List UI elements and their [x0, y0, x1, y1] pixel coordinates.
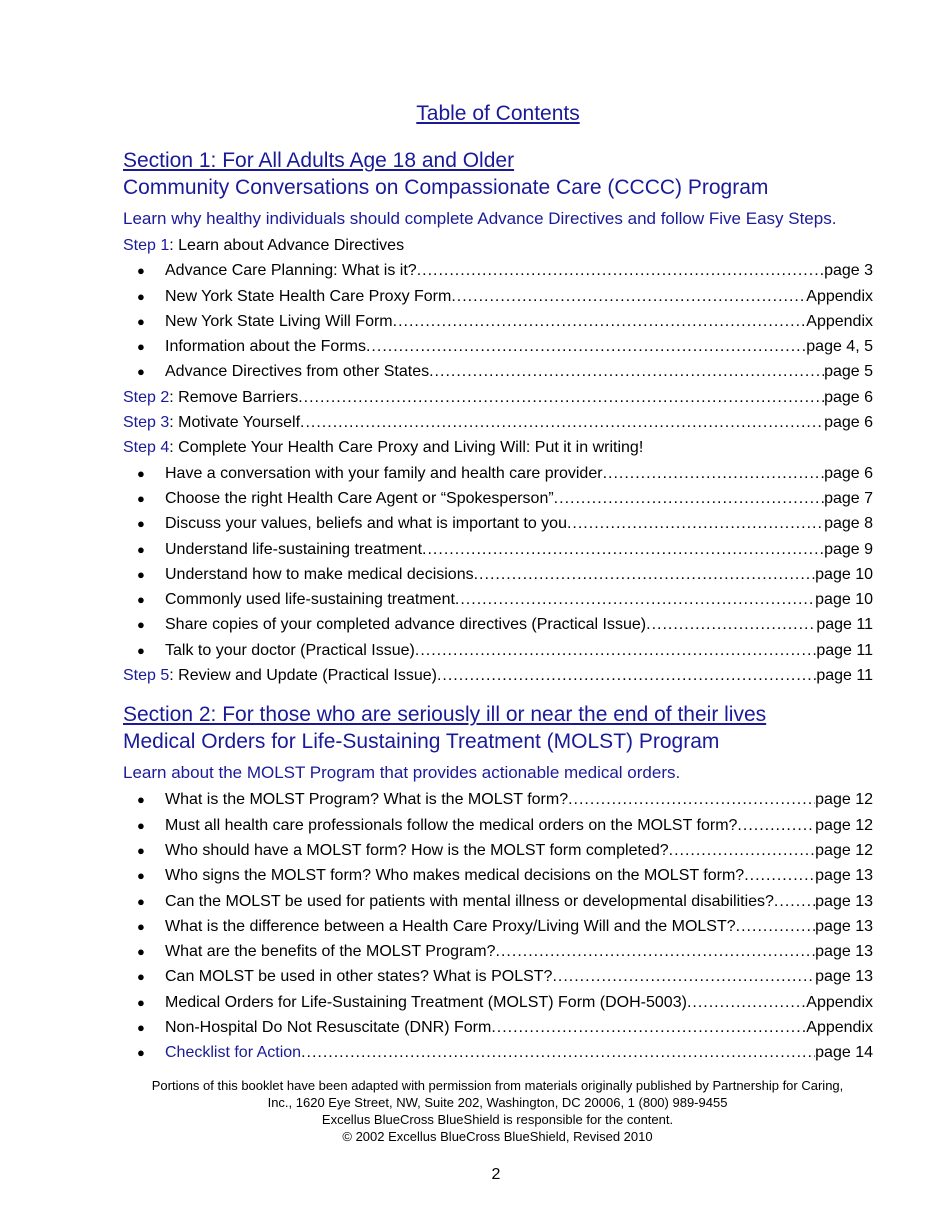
- bullet-icon: ●: [137, 944, 145, 960]
- toc-item-page: page 8: [824, 515, 873, 533]
- dot-leader: [744, 863, 815, 888]
- dot-leader: [301, 1040, 815, 1065]
- toc-item-label: Advance Care Planning: What is it?: [165, 262, 417, 280]
- bullet-icon: ●: [137, 918, 145, 934]
- step5-text: : Review and Update (Practical Issue): [169, 667, 437, 685]
- toc-item-label: New York State Living Will Form: [165, 312, 393, 330]
- checklist-page: page 14: [815, 1044, 873, 1062]
- dot-leader: [646, 612, 816, 637]
- dot-leader: [451, 284, 806, 309]
- toc-item-label: Have a conversation with your family and health care provider: [165, 464, 603, 482]
- dot-leader: [474, 562, 816, 587]
- toc-item-page: page 13: [815, 917, 873, 935]
- toc-item: [123, 284, 873, 309]
- toc-item-label: Non-Hospital Do Not Resuscitate (DNR) Form: [165, 1019, 492, 1037]
- step3-row: [123, 410, 873, 435]
- toc-item: [123, 562, 873, 587]
- toc-item-label: Discuss your values, beliefs and what is important to you: [165, 515, 567, 533]
- toc-item-page: page 11: [816, 641, 873, 659]
- toc-item-page: page 6: [824, 464, 873, 482]
- toc-item-page: Appendix: [806, 287, 873, 305]
- toc-item-page: page 12: [815, 816, 873, 834]
- toc-item-page: Appendix: [806, 1019, 873, 1037]
- dot-leader: [455, 587, 815, 612]
- bullet-icon: ●: [137, 969, 145, 985]
- toc-item-page: page 13: [815, 968, 873, 986]
- toc-item-label: Choose the right Health Care Agent or “Spokesperson”: [165, 489, 554, 507]
- footer: [100, 1077, 895, 1145]
- dot-leader: [496, 939, 816, 964]
- toc-item-label: Understand how to make medical decisions: [165, 565, 474, 583]
- toc-item: [123, 511, 873, 536]
- bullet-icon: ●: [137, 263, 145, 279]
- bullet-icon: ●: [137, 1020, 145, 1036]
- section2-program: Medical Orders for Life-Sustaining Treatment (MOLST) Program: [123, 730, 720, 754]
- step3-label: Step 3: [123, 414, 170, 432]
- toc-item: [123, 638, 873, 663]
- bullet-icon: ●: [137, 817, 145, 833]
- toc-item: [123, 813, 873, 838]
- toc-item-label: Medical Orders for Life-Sustaining Treatment (MOLST) Form (DOH-5003): [165, 993, 687, 1011]
- bullet-icon: ●: [137, 1045, 145, 1061]
- toc-item-page: page 4, 5: [806, 338, 873, 356]
- step4-row: [123, 435, 873, 460]
- toc-item-label: Understand life-sustaining treatment: [165, 540, 423, 558]
- toc-item-page: page 10: [815, 565, 873, 583]
- toc-item: [123, 309, 873, 334]
- toc-item: [123, 914, 873, 939]
- dot-leader: [554, 486, 824, 511]
- page-number: 2: [491, 1166, 501, 1183]
- dot-leader: [437, 663, 816, 688]
- step5-label: Step 5: [123, 667, 170, 685]
- bullet-icon: ●: [137, 792, 145, 808]
- bullet-icon: ●: [137, 642, 145, 658]
- toc-item-page: page 11: [816, 616, 873, 634]
- toc-item-label: Must all health care professionals follow the medical orders on the MOLST form?: [165, 816, 738, 834]
- step5-row: [123, 663, 873, 688]
- toc-item-page: page 7: [824, 489, 873, 507]
- section1-heading: Section 1: For All Adults Age 18 and Older: [123, 149, 515, 172]
- bullet-icon: ●: [137, 313, 145, 329]
- toc-item-label: Who should have a MOLST form? How is the MOLST form completed?: [165, 841, 669, 859]
- toc-item-label: Commonly used life-sustaining treatment: [165, 591, 455, 609]
- toc-item: [123, 838, 873, 863]
- bullet-icon: ●: [137, 490, 145, 506]
- toc-item-page: page 13: [815, 892, 873, 910]
- toc-item-label: What is the MOLST Program? What is the MOLST form?: [165, 791, 569, 809]
- toc-item-label: Can the MOLST be used for patients with mental illness or developmental disabilities?: [165, 892, 774, 910]
- checklist-link[interactable]: Checklist for Action: [165, 1044, 302, 1062]
- bullet-icon: ●: [137, 617, 145, 633]
- section2-heading: Section 2: For those who are seriously ill or near the end of their lives: [123, 703, 767, 727]
- bullet-icon: ●: [137, 364, 145, 380]
- toc-item-label: Talk to your doctor (Practical Issue): [165, 641, 415, 659]
- dot-leader: [415, 638, 816, 663]
- toc-item: [123, 787, 873, 812]
- toc-item: [123, 486, 873, 511]
- bullet-icon: ●: [137, 592, 145, 608]
- dot-leader: [603, 461, 825, 486]
- toc-item-label: Who signs the MOLST form? Who makes medical decisions on the MOLST form?: [165, 867, 745, 885]
- bullet-icon: ●: [137, 842, 145, 858]
- step1-row: [123, 233, 873, 258]
- bullet-icon: ●: [137, 994, 145, 1010]
- page-title: Table of Contents: [416, 102, 580, 125]
- section1-program: Community Conversations on Compassionate Care (CCCC) Program: [123, 176, 769, 199]
- toc-item: [123, 587, 873, 612]
- toc-item-page: page 13: [815, 867, 873, 885]
- dot-leader: [491, 1015, 806, 1040]
- bullet-icon: ●: [137, 288, 145, 304]
- checklist-item: [123, 1040, 873, 1065]
- footer-line: Excellus BlueCross BlueShield is responsible for the content.: [321, 1112, 674, 1127]
- dot-leader: [366, 334, 806, 359]
- toc-item-label: Can MOLST be used in other states? What is POLST?: [165, 968, 553, 986]
- toc-item-label: What are the benefits of the MOLST Program?: [165, 943, 496, 961]
- dot-leader: [393, 309, 807, 334]
- bullet-icon: ●: [137, 516, 145, 532]
- toc-item: [123, 939, 873, 964]
- step2-row: [123, 385, 873, 410]
- bullet-icon: ●: [137, 868, 145, 884]
- toc-item: [123, 537, 873, 562]
- footer-line: Inc., 1620 Eye Street, NW, Suite 202, Washington, DC 20006, 1 (800) 989-9455: [267, 1095, 728, 1110]
- step2-label: Step 2: [123, 388, 170, 406]
- step3-text: : Motivate Yourself: [169, 414, 301, 432]
- toc-item-label: New York State Health Care Proxy Form: [165, 287, 452, 305]
- toc-item: [123, 461, 873, 486]
- dot-leader: [736, 914, 816, 939]
- dot-leader: [429, 359, 824, 384]
- toc-item: [123, 258, 873, 283]
- dot-leader: [687, 990, 806, 1015]
- dot-leader: [422, 537, 824, 562]
- bullet-icon: ●: [137, 566, 145, 582]
- toc-item-label: Share copies of your completed advance directives (Practical Issue): [165, 616, 647, 634]
- dot-leader: [417, 258, 824, 283]
- toc-item: [123, 359, 873, 384]
- toc-item-page: Appendix: [806, 993, 873, 1011]
- step1-label: Step 1: [123, 237, 170, 254]
- bullet-icon: ●: [137, 893, 145, 909]
- step4-text: : Complete Your Health Care Proxy and Living Will: Put it in writing!: [169, 439, 644, 457]
- toc-item-page: page 9: [824, 540, 873, 558]
- toc-item-label: Information about the Forms: [165, 338, 366, 356]
- step4-label: Step 4: [123, 439, 170, 457]
- toc-page: [123, 100, 873, 1066]
- toc-item: [123, 990, 873, 1015]
- footer-line: Portions of this booklet have been adapted with permission from materials originally published by Partnership for Caring,: [151, 1078, 844, 1093]
- toc-item-label: Advance Directives from other States: [165, 363, 430, 381]
- bullet-icon: ●: [137, 465, 145, 481]
- dot-leader: [568, 787, 815, 812]
- dot-leader: [774, 889, 815, 914]
- dot-leader: [300, 410, 824, 435]
- step5-page: page 11: [816, 667, 873, 685]
- dot-leader: [669, 838, 816, 863]
- bullet-icon: ●: [137, 541, 145, 557]
- dot-leader: [737, 813, 815, 838]
- section1-learn: Learn why healthy individuals should complete Advance Directives and follow Five Easy Steps.: [123, 209, 837, 228]
- footer-line: © 2002 Excellus BlueCross BlueShield, Revised 2010: [342, 1129, 653, 1144]
- toc-item-page: page 5: [824, 363, 873, 381]
- section2-learn: Learn about the MOLST Program that provides actionable medical orders.: [123, 763, 681, 783]
- dot-leader: [552, 964, 815, 989]
- bullet-icon: ●: [137, 339, 145, 355]
- toc-item: [123, 889, 873, 914]
- step3-page: page 6: [824, 414, 873, 432]
- dot-leader: [567, 511, 824, 536]
- toc-item: [123, 964, 873, 989]
- step2-page: page 6: [824, 388, 873, 406]
- toc-item: [123, 612, 873, 637]
- toc-item: [123, 1015, 873, 1040]
- step1-text: : Learn about Advance Directives: [169, 237, 405, 254]
- dot-leader: [298, 385, 824, 410]
- toc-item-page: page 13: [815, 943, 873, 961]
- toc-item-page: page 10: [815, 591, 873, 609]
- toc-item-label: What is the difference between a Health Care Proxy/Living Will and the MOLST?: [165, 917, 736, 935]
- toc-item: [123, 863, 873, 888]
- toc-item-page: page 12: [815, 791, 873, 809]
- step2-text: : Remove Barriers: [169, 388, 299, 406]
- toc-item-page: Appendix: [806, 312, 873, 330]
- toc-item: [123, 334, 873, 359]
- toc-item-page: page 3: [824, 262, 873, 280]
- toc-item-page: page 12: [815, 841, 873, 859]
